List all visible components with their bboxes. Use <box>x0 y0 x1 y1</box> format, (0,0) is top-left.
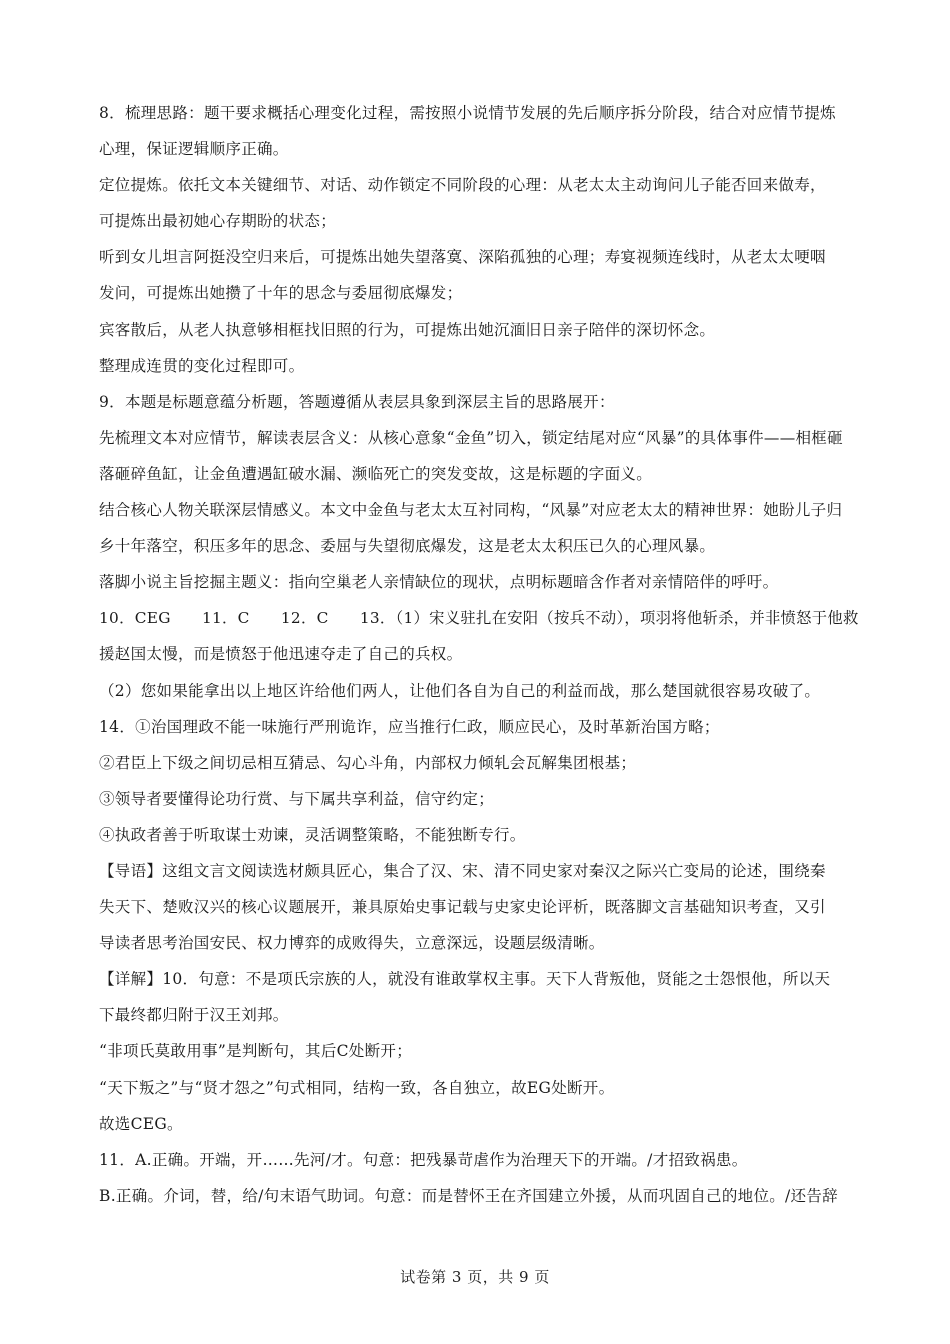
text-line: 导读者思考治国安民、权力博弈的成败得失，立意深远，设题层级清晰。 <box>99 934 605 953</box>
text-line: 听到女儿坦言阿挺没空归来后，可提炼出她失望落寞、深陷孤独的心理；寿宴视频连线时，从老太太哽咽 <box>99 248 826 267</box>
text-line: 下最终都归附于汉王刘邦。 <box>99 1006 289 1025</box>
text-line: 定位提炼。依托文本关键细节、对话、动作锁定不同阶段的心理：从老太太主动询问儿子能否回来做寿， <box>99 176 826 195</box>
text-line: 落脚小说主旨挖掘主题义：指向空巢老人亲情缺位的现状，点明标题暗含作者对亲情陪伴的呼吁。 <box>99 573 779 592</box>
text-line: ③领导者要懂得论功行赏、与下属共享利益，信守约定； <box>99 789 495 808</box>
text-line: “非项氏莫敢用事”是判断句，其后C处断开； <box>99 1042 413 1061</box>
text-line: 14．①治国理政不能一味施行严刑诡诈，应当推行仁政，顺应民心，及时革新治国方略； <box>99 717 720 736</box>
text-line: 心理，保证逻辑顺序正确。 <box>99 140 289 159</box>
text-line: 失天下、楚败汉兴的核心议题展开，兼具原始史事记载与史家史论评析，既落脚文言基础知识考查，又引 <box>99 898 826 917</box>
text-line: ②君臣上下级之间切忌相互猜忌、勾心斗角，内部权力倾轧会瓦解集团根基； <box>99 753 637 772</box>
text-line: 结合核心人物关联深层情感义。本文中金鱼与老太太互衬同构，“风暴”对应老太太的精神世界：她盼儿子归 <box>99 501 843 520</box>
text-line: ④执政者善于听取谋士劝谏，灵活调整策略，不能独断专行。 <box>99 825 526 844</box>
text-line: 8．梳理思路：题干要求概括心理变化过程，需按照小说情节发展的先后顺序拆分阶段，结合对应情节提炼 <box>99 104 836 122</box>
text-line: 整理成连贯的变化过程即可。 <box>99 356 305 375</box>
text-line: （2）您如果能拿出以上地区许给他们两人，让他们各自为自己的利益而战，那么楚国就很容易攻破了。 <box>99 681 821 700</box>
text-line: 宾客散后，从老人执意够相框找旧照的行为，可提炼出她沉湎旧日亲子陪伴的深切怀念。 <box>99 320 716 339</box>
text-line: 落砸碎鱼缸，让金鱼遭遇缸破水漏、濒临死亡的突发变故，这是标题的字面义。 <box>99 464 653 483</box>
text-line: 可提炼出最初她心存期盼的状态； <box>99 212 337 231</box>
text-line: 10．CEG 11．C 12．C 13．（1）宋义驻扎在安阳（按兵不动），项羽将他斩杀，并非愤怒于他救 <box>99 609 859 628</box>
text-line: 故选CEG。 <box>99 1114 183 1133</box>
text-line: 9．本题是标题意蕴分析题，答题遵循从表层具象到深层主旨的思路展开： <box>99 392 615 411</box>
answer-text-block <box>99 95 859 1214</box>
text-line: 【导语】这组文言文阅读选材颇具匠心，集合了汉、宋、清不同史家对秦汉之际兴亡变局的论述，围绕秦 <box>99 861 826 880</box>
text-line: 发问，可提炼出她攒了十年的思念与委屈彻底爆发； <box>99 284 463 303</box>
text-line: 先梳理文本对应情节，解读表层含义：从核心意象“金鱼”切入，锁定结尾对应“风暴”的具体事件——相框砸 <box>99 428 843 447</box>
text-line: B.正确。介词，替，给/句末语气助词。句意：而是替怀王在齐国建立外援，从而巩固自己的地位。/还告辞 <box>99 1186 838 1205</box>
text-line: “天下叛之”与“贤才怨之”句式相同，结构一致，各自独立，故EG处断开。 <box>99 1078 615 1097</box>
text-line: 11．A.正确。开端，开……先河/才。句意：把残暴苛虐作为治理天下的开端。/才招致祸患。 <box>99 1150 748 1169</box>
text-line: 【详解】10．句意：不是项氏宗族的人，就没有谁敢掌权主事。天下人背叛他，贤能之士怨恨他，所以天 <box>99 970 831 989</box>
text-line: 援赵国太慢，而是愤怒于他迅速夺走了自己的兵权。 <box>99 645 463 664</box>
page-footer: 试卷第 3 页，共 9 页 <box>400 1268 550 1286</box>
text-line: 乡十年落空，积压多年的思念、委屈与失望彻底爆发，这是老太太积压已久的心理风暴。 <box>99 537 716 556</box>
